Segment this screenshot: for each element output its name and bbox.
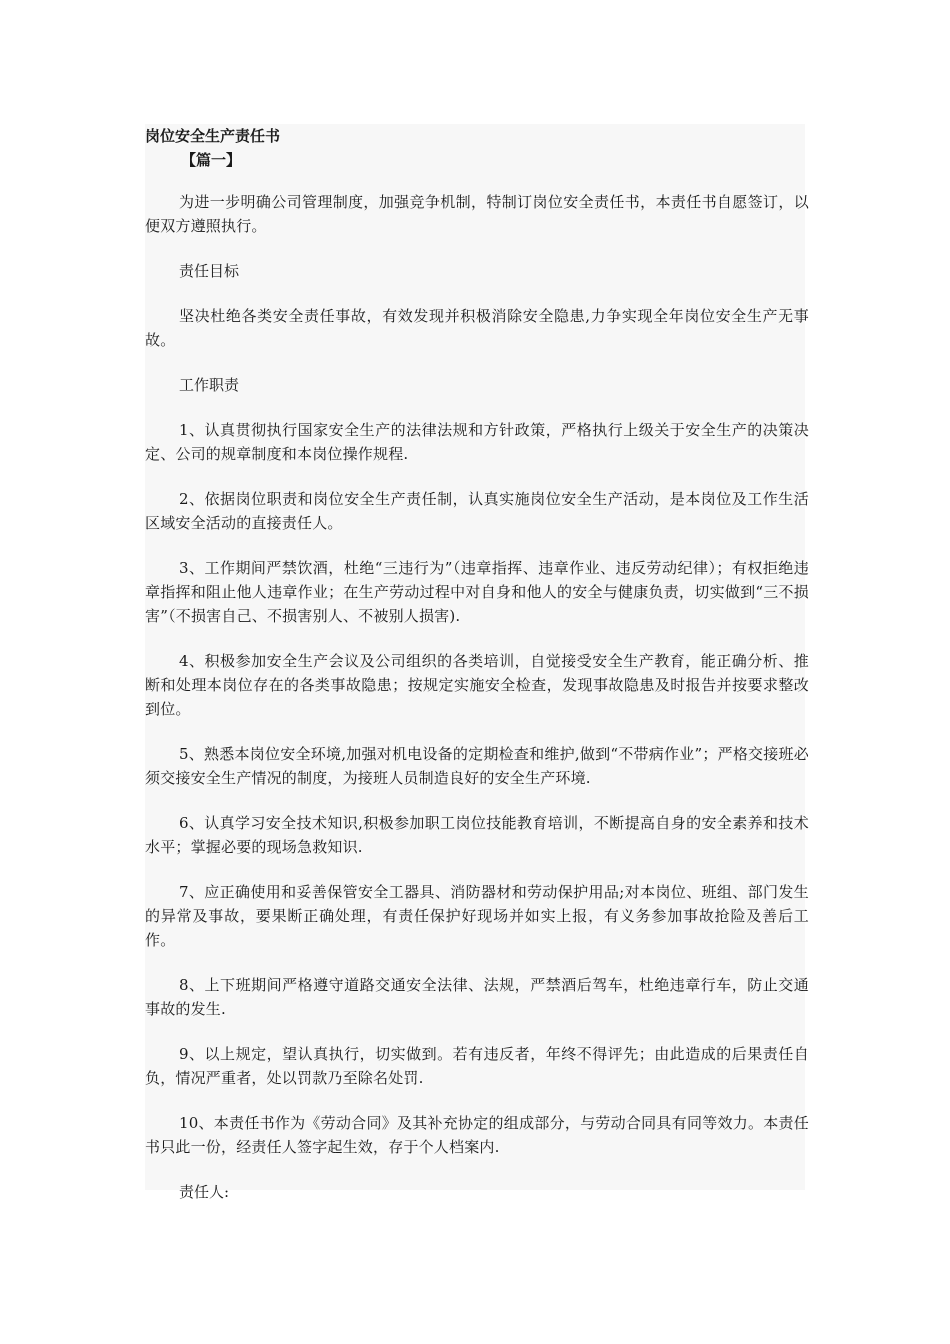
duty-item-6: 6、认真学习安全技术知识,积极参加职工岗位技能教育培训，不断提高自身的安全素养和技术水平；掌握必要的现场急救知识.: [145, 814, 809, 856]
duty-item-2: 2、依据岗位职责和岗位安全生产责任制，认真实施岗位安全生产活动，是本岗位及工作生活区域安全活动的直接责任人。: [145, 490, 809, 532]
duty-item-7: 7、应正确使用和妥善保管安全工器具、消防器材和劳动保护用品;对本岗位、班组、部门发生的异常及事故，要果断正确处理，有责任保护好现场并如实上报，有义务参加事故抢险及善后工作。: [145, 883, 809, 949]
goal-paragraph: 坚决杜绝各类安全责任事故，有效发现并积极消除安全隐患,力争实现全年岗位安全生产无事故。: [145, 307, 809, 349]
heading-responsibility-goal: 责任目标: [179, 262, 240, 280]
signatory-label: 责任人:: [179, 1183, 230, 1201]
heading-work-duties: 工作职责: [179, 376, 240, 394]
document-body: [145, 124, 809, 1225]
duty-item-1: 1、认真贯彻执行国家安全生产的法律法规和方针政策，严格执行上级关于安全生产的决策决定、公司的规章制度和本岗位操作规程.: [145, 421, 809, 463]
duty-item-3: 3、工作期间严禁饮酒，杜绝“三违行为”（违章指挥、违章作业、违反劳动纪律）；有权拒绝违章指挥和阻止他人违章作业；在生产劳动过程中对自身和他人的安全与健康负责，切实做到“三不损害”（不损害自己、不损害别人、不被别人损害).: [145, 559, 809, 625]
document-title: 岗位安全生产责任书: [145, 127, 281, 145]
duty-item-9: 9、以上规定，望认真执行，切实做到。若有违反者，年终不得评先；由此造成的后果责任自负，情况严重者，处以罚款乃至除名处罚.: [145, 1045, 809, 1087]
duty-item-5: 5、熟悉本岗位安全环境,加强对机电设备的定期检查和维护,做到“不带病作业”；严格交接班必须交接安全生产情况的制度，为接班人员制造良好的安全生产环境.: [145, 745, 809, 787]
duty-item-10: 10、本责任书作为《劳动合同》及其补充协定的组成部分，与劳动合同具有同等效力。本责任书只此一份，经责任人签字起生效，存于个人档案内.: [145, 1114, 809, 1156]
intro-paragraph: 为进一步明确公司管理制度，加强竞争机制，特制订岗位安全责任书，本责任书自愿签订，以便双方遵照执行。: [145, 193, 809, 235]
duty-item-4: 4、积极参加安全生产会议及公司组织的各类培训，自觉接受安全生产教育，能正确分析、推断和处理本岗位存在的各类事故隐患；按规定实施安全检查，发现事故隐患及时报告并按要求整改到位。: [145, 652, 809, 718]
section-label: 【篇一】: [181, 151, 242, 169]
duty-item-8: 8、上下班期间严格遵守道路交通安全法律、法规，严禁酒后驾车，杜绝违章行车，防止交通事故的发生.: [145, 976, 809, 1018]
